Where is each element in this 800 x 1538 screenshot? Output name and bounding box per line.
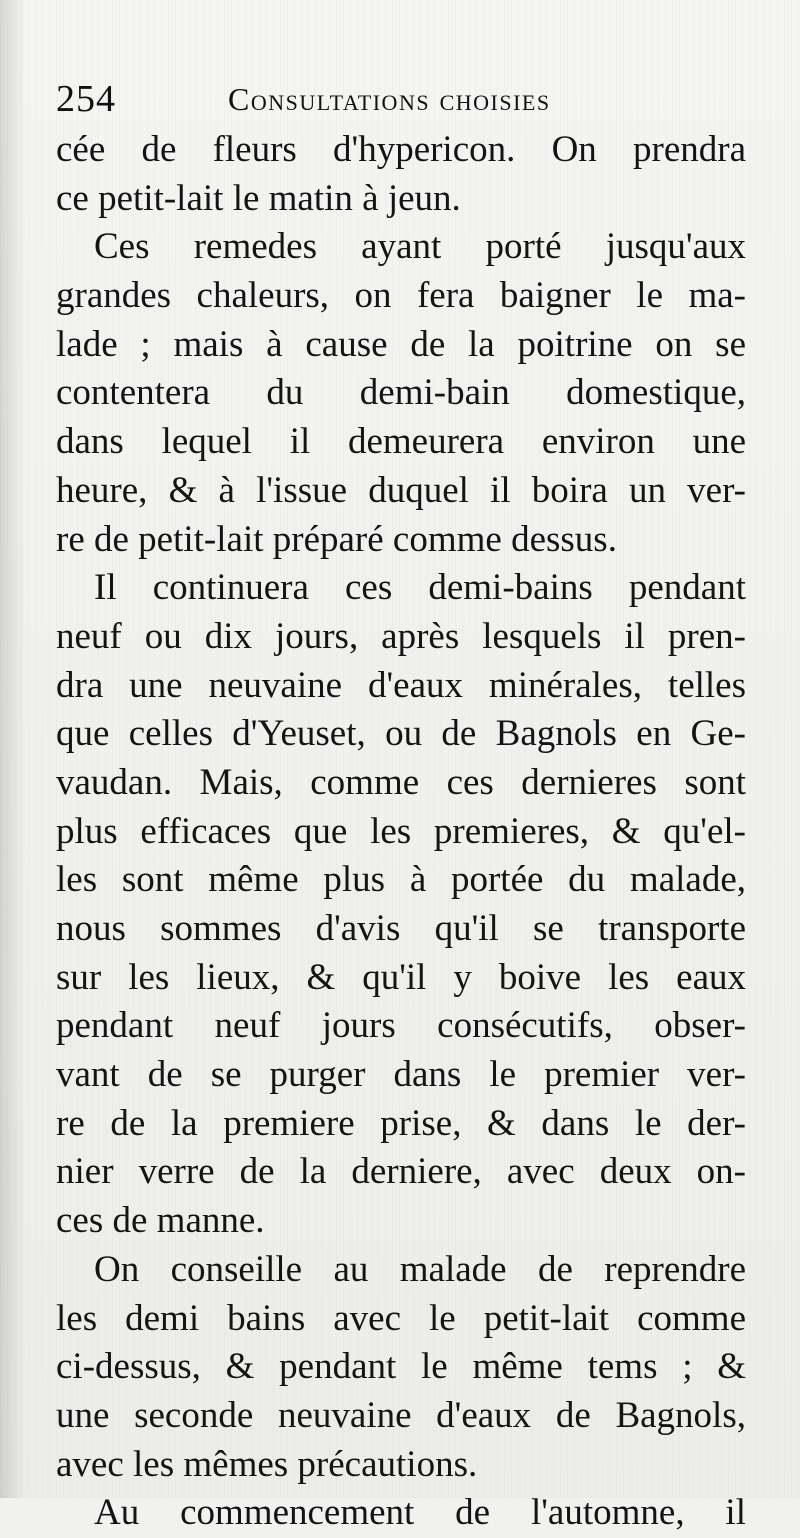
text-line: ce petit-lait le matin à jeun. bbox=[56, 177, 461, 219]
text-line: re de petit-lait préparé comme dessus. bbox=[56, 518, 617, 560]
text-line: nous sommes d'avis qu'il se transporte bbox=[56, 908, 746, 949]
text-line: nier verre de la derniere, avec deux on- bbox=[56, 1151, 746, 1193]
text-line: que celles d'Yeuset, ou de Bagnols en Ge- bbox=[56, 713, 746, 755]
page-spine-shadow bbox=[0, 0, 26, 1498]
text-line: On conseille au malade de reprendre bbox=[94, 1248, 746, 1290]
text-line: avec les mêmes précautions. bbox=[56, 1443, 478, 1485]
text-line: une seconde neuvaine d'eaux de Bagnols, bbox=[56, 1394, 746, 1436]
text-line: grandes chaleurs, on fera baigner le ma- bbox=[56, 275, 746, 317]
text-line: les sont même plus à portée du malade, bbox=[56, 859, 746, 901]
page-header bbox=[56, 74, 756, 124]
text-line: re de la premiere prise, & dans le der- bbox=[56, 1102, 746, 1144]
text-line: dra une neuvaine d'eaux minérales, telles bbox=[56, 664, 746, 706]
text-line: les demi bains avec le petit-lait comme bbox=[56, 1297, 746, 1339]
text-line: neuf ou dix jours, après lesquels il pren- bbox=[56, 615, 746, 657]
text-line: cée de fleurs d'hypericon. On prendra bbox=[56, 129, 746, 170]
body-text bbox=[56, 126, 746, 1538]
text-line: contentera du demi-bain domestique, bbox=[56, 372, 746, 414]
text-line: heure, & à l'issue duquel il boira un ver- bbox=[56, 469, 746, 511]
text-line: Ces remedes ayant porté jusqu'aux bbox=[94, 226, 746, 268]
text-line: sur les lieux, & qu'il y boive les eaux bbox=[56, 956, 746, 998]
page-number: 254 bbox=[56, 78, 116, 120]
text-line: lade ; mais à cause de la poitrine on se bbox=[56, 323, 746, 365]
text-line: pendant neuf jours consécutifs, obser- bbox=[56, 1005, 746, 1047]
text-line: ci-dessus, & pendant le même tems ; & bbox=[56, 1346, 746, 1388]
text-line: dans lequel il demeurera environ une bbox=[56, 421, 746, 463]
text-line: vaudan. Mais, comme ces dernieres sont bbox=[56, 761, 746, 803]
text-line: ces de manne. bbox=[56, 1200, 265, 1242]
text-line: Il continuera ces demi-bains pendant bbox=[94, 567, 746, 609]
running-head: Consultations choisies bbox=[228, 81, 551, 117]
text-line: vant de se purger dans le premier ver- bbox=[56, 1054, 746, 1096]
text-line: plus efficaces que les premieres, & qu'el- bbox=[56, 810, 746, 852]
text-line: Au commencement de l'automne, il bbox=[94, 1492, 746, 1534]
